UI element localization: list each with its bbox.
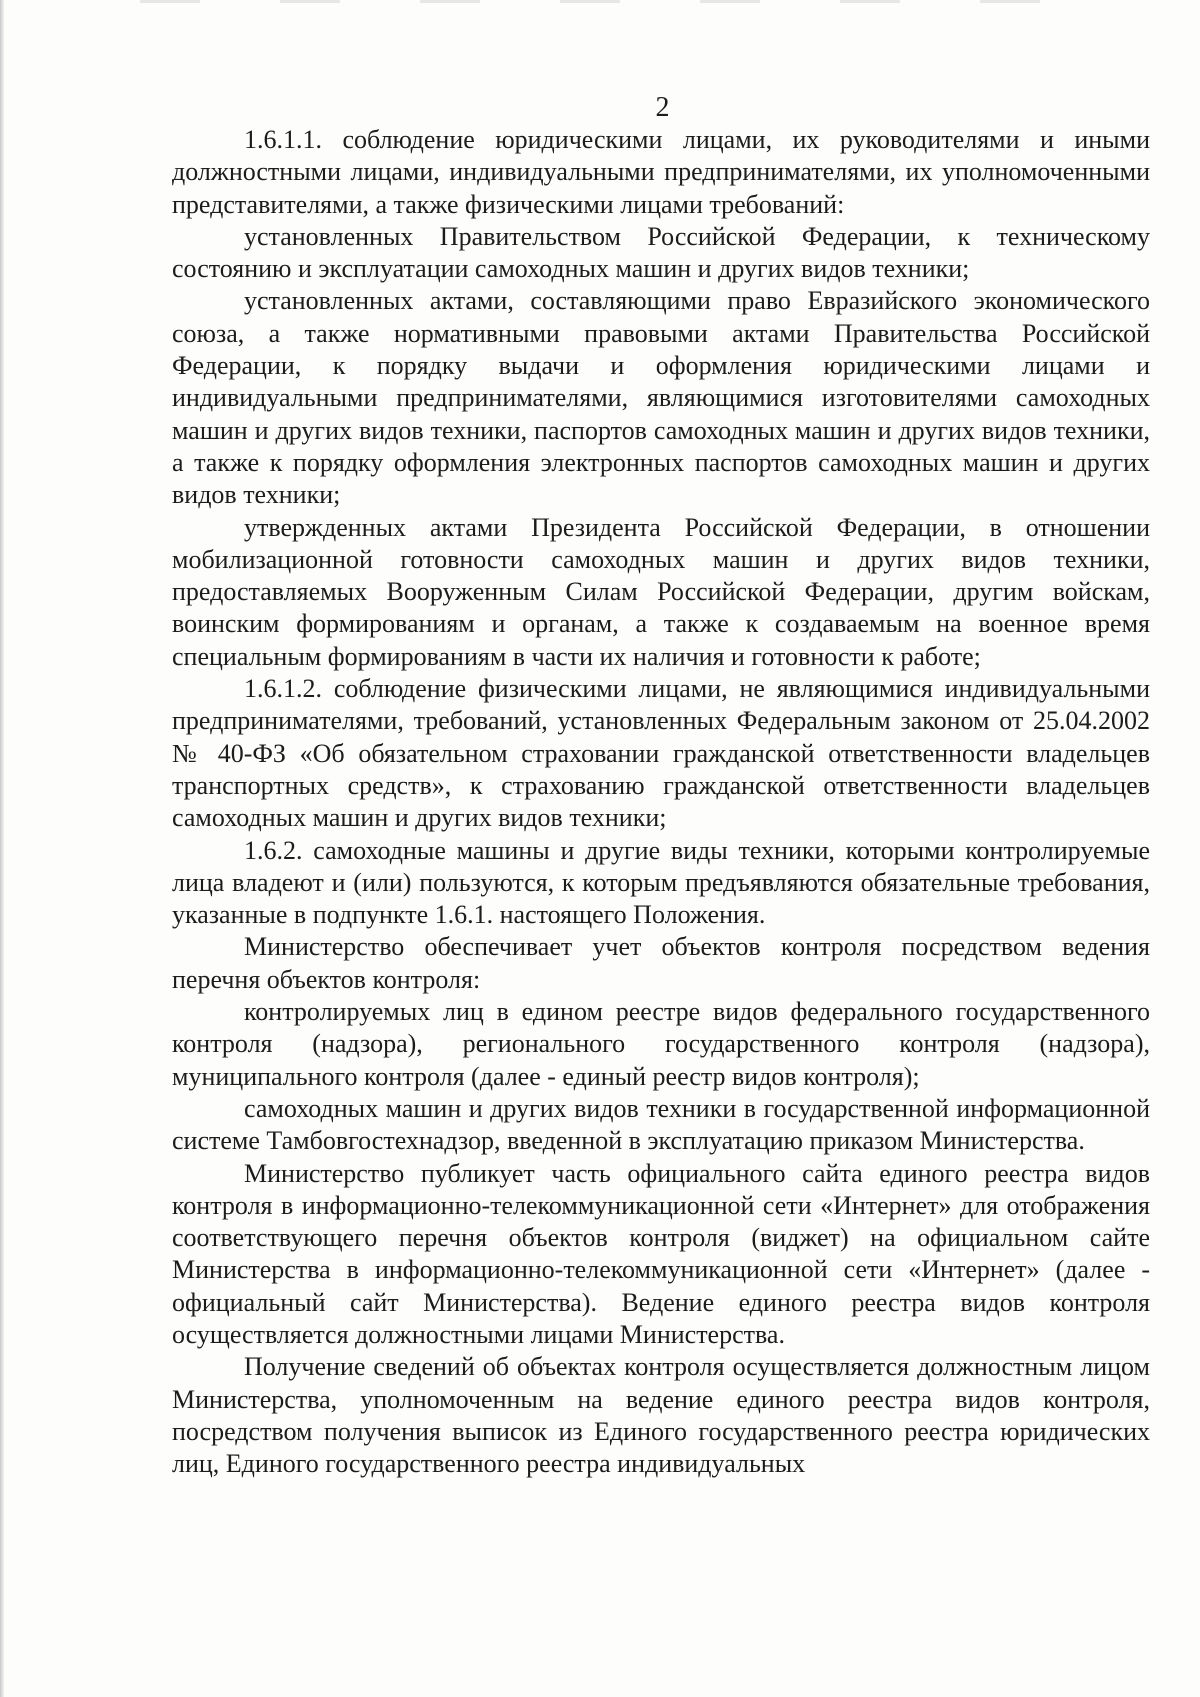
paragraph-eaeu-passports: установленных актами, составляющими право Евразийского экономического союза, а также нормативными правовыми актами Правительства Российской Федерации, к порядку выдачи и оформления юридическими лицами и индивидуальными предпринимателями, являющимися изготовителями самоходных машин и других видов техники, паспортов самоходных машин и других видов техники, а также к порядку оформления электронных паспортов самоходных машин и других видов техники; — [172, 286, 1150, 510]
paragraph-objects-accounting: Министерство обеспечивает учет объектов контроля посредством ведения перечня объектов контроля: — [172, 932, 1150, 994]
paragraph-controlled-persons: контролируемых лиц в едином реестре видов федерального государственного контроля (надзора), регионального государственного контроля (надзора), муниципального контроля (далее - единый реестр видов контроля); — [172, 997, 1150, 1091]
scan-edge-left — [0, 0, 4, 1697]
paragraph-mobilization: утвержденных актами Президента Российской Федерации, в отношении мобилизационной готовности самоходных машин и других видов техники, предоставляемых Вооруженным Силам Российской Федерации, другим войскам, воинским формированиям и органам, а также к создаваемым на военное время специальным формированиям в части их наличия и готовности к работе; — [172, 512, 1150, 671]
scan-edge-top — [140, 0, 1090, 3]
page-number: 2 — [655, 92, 670, 123]
paragraph-technical-condition: установленных Правительством Российской Федерации, к техническому состоянию и эксплуатации самоходных машин и других видов техники; — [172, 221, 1150, 284]
paragraph-1-6-1-2: 1.6.1.2. соблюдение физическими лицами, не являющимися индивидуальными предпринимателями, требований, установленных Федеральным законом от 25.04.2002 № 40-ФЗ «Об обязательном страховании гражданской ответственности владельцев транспортных средств», к страхованию гражданской ответственности владельцев самоходных машин и других видов техники; — [172, 674, 1150, 833]
paragraph-1-6-2: 1.6.2. самоходные машины и другие виды техники, которыми контролируемые лица владеют и (или) пользуются, к которым предъявляются обязательные требования, указанные в подпункте 1.6.1. настоящего Положения. — [172, 835, 1150, 930]
paragraph-website-widget: Министерство публикует часть официального сайта единого реестра видов контроля в информационно-телекоммуникационной сети «Интернет» для отображения соответствующего перечня объектов контроля (виджет) на официальном сайте Министерства в информационно-телекоммуникационной сети «Интернет» (далее - официальный сайт Министерства). Ведение единого реестра видов контроля осуществляется должностными лицами Министерства. — [172, 1158, 1150, 1349]
paragraph-1-6-1-1: 1.6.1.1. соблюдение юридическими лицами, их руководителями и иными должностными лицами, индивидуальными предпринимателями, их уполномоченными представителями, а также физическими лицами требований: — [172, 125, 1150, 219]
document-body — [172, 124, 1150, 1480]
paragraph-information-retrieval: Получение сведений об объектах контроля осуществляется должностным лицом Министерства, уполномоченным на ведение единого реестра видов контроля, посредством получения выписок из Единого государственного реестра юридических лиц, Единого государственного реестра индивидуальных — [172, 1352, 1150, 1479]
paragraph-machines-registry: самоходных машин и других видов техники в государственной информационной системе Тамбовгостехнадзор, введенной в эксплуатацию приказом Министерства. — [172, 1093, 1150, 1156]
